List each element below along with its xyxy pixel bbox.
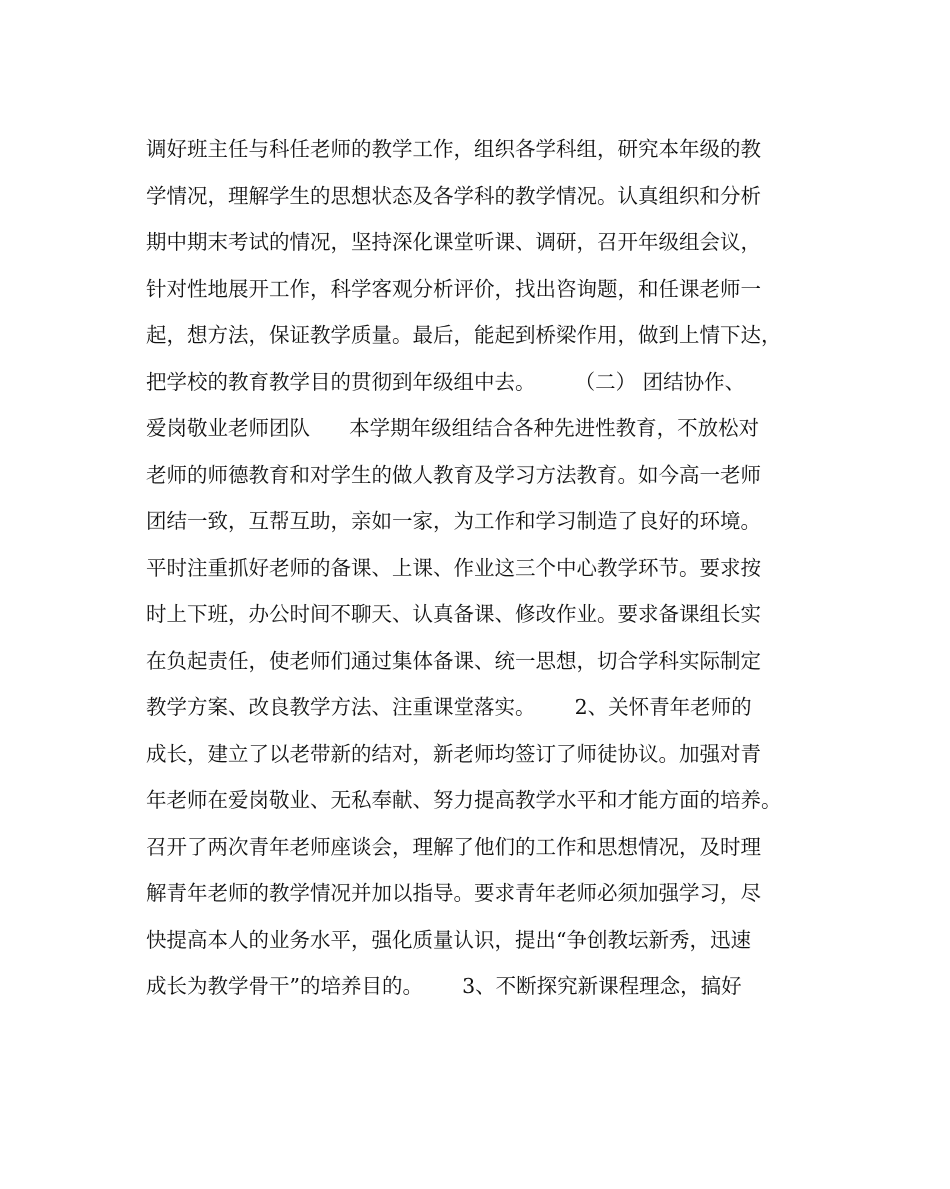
text-line: 在负起责任，使老师们通过集体备课、统一思想，切合学科实际制定 (146, 648, 761, 673)
text-line: 教学方案、改良教学方法、注重课堂落实。 2、关怀青年老师的 (146, 695, 752, 719)
text-line: 快提高本人的业务水平，强化质量认识，提出“争创教坛新秀，迅速 (146, 927, 751, 952)
text-line: 成长，建立了以老带新的结对，新老师均签订了师徒协议。加强对青 (146, 741, 761, 766)
text-line: 老师的师德教育和对学生的做人教育及学习方法教育。如今高一老师 (146, 462, 761, 487)
text-line: 调好班主任与科任老师的教学工作，组织各学科组，研究本年级的教 (146, 137, 761, 161)
body-text (146, 126, 826, 1010)
text-line: 起，想方法，保证教学质量。最后，能起到桥梁作用，做到上情下达， (146, 323, 782, 347)
text-line: 平时注重抓好老师的备课、上课、作业这三个中心教学环节。要求按 (146, 555, 761, 580)
text-line: 成长为教学骨干”的培养目的。 3、不断探究新课程理念，搞好 (146, 974, 742, 998)
text-line: 团结一致，互帮互助，亲如一家，为工作和学习制造了良好的环境。 (146, 509, 761, 533)
text-line: 针对性地展开工作，科学客观分析评价，找出咨询题，和任课老师一 (146, 276, 761, 301)
text-line: 期中期末考试的情况，坚持深化课堂听课、调研，召开年级组会议， (146, 230, 761, 254)
text-line: 把学校的教育教学目的贯彻到年级组中去。 （二） 团结协作、 (146, 369, 746, 394)
text-line: 时上下班，办公时间不聊天、认真备课、修改作业。要求备课组长实 (146, 602, 761, 626)
text-line: 爱岗敬业老师团队 本学期年级组结合各种先进性教育，不放松对 (146, 416, 760, 440)
text-line: 年老师在爱岗敬业、无私奉献、努力提高教学水平和才能方面的培养。 (146, 788, 782, 812)
text-line: 解青年老师的教学情况并加以指导。要求青年老师必须加强学习，尽 (146, 881, 761, 905)
text-line: 召开了两次青年老师座谈会，理解了他们的工作和思想情况，及时理 (146, 834, 761, 859)
text-line: 学情况，理解学生的思想状态及各学科的教学情况。认真组织和分析 (146, 183, 761, 208)
